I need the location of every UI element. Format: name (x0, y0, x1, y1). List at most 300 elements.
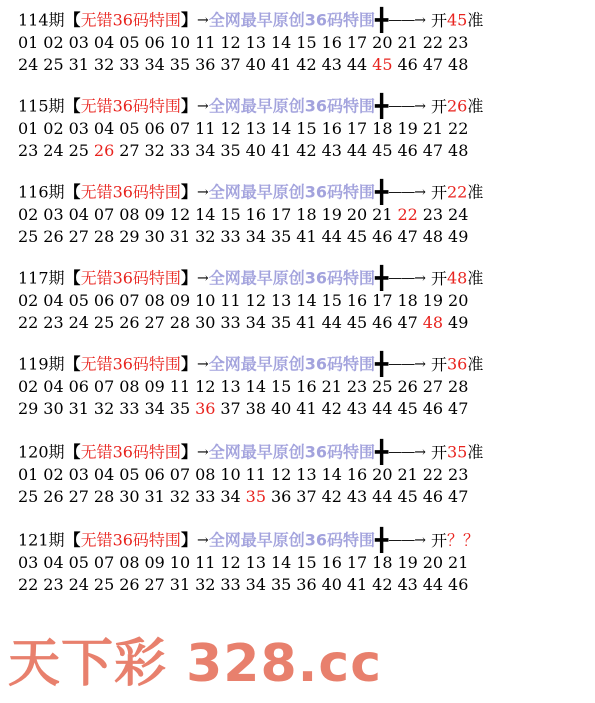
number-cell: 42 (321, 487, 342, 506)
number-cell: 48 (422, 227, 444, 246)
result-number: 35 (446, 442, 468, 462)
number-cell: 15 (296, 33, 317, 52)
number-cell: 18 (372, 119, 393, 138)
number-cell: 43 (346, 399, 368, 418)
number-cell: 12 (169, 205, 191, 224)
number-cell: 32 (93, 399, 115, 418)
blue-title: 全网最早原创36码特围 (208, 354, 375, 374)
number-cell: 07 (169, 465, 191, 484)
number-cell: 14 (296, 291, 317, 310)
number-cell: 21 (372, 205, 393, 224)
number-cell: 26 (43, 227, 64, 246)
number-cell: 25 (93, 575, 115, 594)
number-row (18, 376, 588, 398)
number-cell: 14 (245, 377, 267, 396)
number-cell: 42 (321, 399, 342, 418)
number-row (18, 226, 588, 248)
number-cell: 01 (18, 33, 39, 52)
number-row (18, 54, 588, 76)
number-cell: 46 (372, 313, 393, 332)
number-cell: 23 (43, 313, 64, 332)
number-cell: 30 (195, 313, 216, 332)
number-cell: 45 (372, 55, 393, 74)
number-cell: 34 (144, 55, 165, 74)
number-cell: 36 (296, 575, 317, 594)
number-cell: 29 (119, 227, 140, 246)
number-cell: 35 (245, 487, 267, 506)
number-cell: 09 (169, 291, 191, 310)
number-cell: 47 (448, 487, 469, 506)
number-cell: 41 (270, 141, 292, 160)
number-cell: 44 (372, 399, 393, 418)
number-cell: 02 (18, 205, 39, 224)
open-label: 开 (430, 182, 447, 202)
plus-icon: ╋ (374, 265, 389, 292)
number-cell: 41 (346, 575, 368, 594)
number-cell: 07 (93, 553, 115, 572)
issue-block (18, 180, 588, 266)
blue-title: 全网最早原创36码特围 (208, 96, 375, 116)
number-cell: 02 (18, 291, 39, 310)
number-cell: 15 (296, 119, 317, 138)
number-cell: 34 (245, 575, 267, 594)
number-cell: 46 (397, 141, 418, 160)
number-cell: 12 (270, 465, 292, 484)
number-cell: 13 (296, 465, 317, 484)
number-cell: 41 (296, 227, 317, 246)
blue-title: 全网最早原创36码特围 (208, 268, 375, 288)
number-cell: 11 (169, 377, 191, 396)
right-bracket: 】 (180, 354, 197, 374)
number-cell: 12 (195, 377, 216, 396)
number-cell: 23 (422, 205, 444, 224)
number-cell: 24 (18, 55, 39, 74)
number-cell: 36 (195, 55, 216, 74)
number-cell: 22 (422, 465, 444, 484)
number-cell: 07 (93, 377, 115, 396)
number-cell: 27 (119, 141, 140, 160)
number-cell: 43 (321, 141, 342, 160)
number-cell: 32 (93, 55, 115, 74)
number-cell: 19 (321, 205, 342, 224)
plus-icon: ╋ (374, 351, 389, 378)
site-logo: 天下彩 328.cc (8, 634, 383, 694)
number-row (18, 574, 588, 596)
arrow-icon: → (196, 532, 209, 549)
number-cell: 42 (372, 575, 393, 594)
number-cell: 45 (397, 399, 418, 418)
blue-title: 全网最早原创36码特围 (208, 182, 375, 202)
number-cell: 26 (119, 575, 140, 594)
number-cell: 11 (220, 291, 241, 310)
period: 114期 (18, 10, 65, 30)
right-bracket: 】 (180, 442, 197, 462)
number-cell: 09 (144, 205, 165, 224)
number-cell: 45 (397, 487, 418, 506)
blue-title: 全网最早原创36码特围 (208, 530, 375, 550)
arrow-icon: → (196, 356, 209, 373)
number-cell: 14 (321, 465, 342, 484)
number-cell: 17 (372, 291, 393, 310)
number-cell: 30 (119, 487, 140, 506)
number-cell: 48 (448, 55, 469, 74)
accurate-label: 准 (467, 10, 484, 30)
number-cell: 14 (270, 553, 292, 572)
open-label: 开 (430, 96, 447, 116)
number-cell: 19 (397, 119, 418, 138)
number-cell: 04 (93, 465, 115, 484)
number-cell: 16 (321, 33, 342, 52)
period: 117期 (18, 268, 65, 288)
number-cell: 49 (448, 227, 469, 246)
result-number: 36 (446, 354, 468, 374)
arrow-icon: → (196, 184, 209, 201)
number-cell: 17 (346, 119, 368, 138)
number-cell: 02 (43, 119, 64, 138)
number-cell: 25 (68, 141, 89, 160)
number-cell: 23 (43, 575, 64, 594)
number-cell: 04 (93, 33, 115, 52)
number-cell: 15 (220, 205, 241, 224)
number-cell: 04 (93, 119, 115, 138)
number-cell: 24 (43, 141, 64, 160)
number-cell: 14 (270, 119, 292, 138)
number-cell: 21 (397, 33, 418, 52)
number-cell: 22 (18, 313, 39, 332)
number-row (18, 32, 588, 54)
number-cell: 10 (220, 465, 241, 484)
open-label: 开 (430, 354, 447, 374)
number-cell: 13 (245, 119, 267, 138)
number-cell: 27 (68, 487, 89, 506)
number-cell: 22 (18, 575, 39, 594)
plus-icon: ╋ (374, 179, 389, 206)
red-title: 无错36码特围 (80, 268, 181, 288)
number-cell: 30 (144, 227, 165, 246)
open-label: 开 (430, 10, 447, 30)
number-cell: 35 (270, 227, 292, 246)
number-cell: 34 (195, 141, 216, 160)
number-cell: 46 (448, 575, 469, 594)
number-cell: 13 (220, 377, 241, 396)
number-cell: 05 (68, 553, 89, 572)
issue-block (18, 94, 588, 180)
plus-icon: ╋ (374, 7, 389, 34)
number-cell: 03 (68, 33, 89, 52)
number-cell: 19 (422, 291, 444, 310)
number-cell: 24 (68, 313, 89, 332)
issue-block (18, 266, 588, 352)
number-cell: 11 (195, 553, 216, 572)
number-cell: 27 (422, 377, 444, 396)
number-cell: 22 (397, 205, 418, 224)
number-cell: 17 (346, 553, 368, 572)
number-cell: 15 (321, 291, 342, 310)
number-cell: 11 (245, 465, 267, 484)
arrow-icon: → (196, 98, 209, 115)
number-cell: 46 (372, 227, 393, 246)
number-cell: 34 (220, 487, 241, 506)
accurate-label: 准 (467, 268, 484, 288)
plus-icon: ╋ (374, 527, 389, 554)
period: 116期 (18, 182, 65, 202)
red-title: 无错36码特围 (80, 10, 181, 30)
accurate-label: 准 (467, 442, 484, 462)
issue-header (18, 8, 588, 32)
number-cell: 47 (397, 313, 418, 332)
left-bracket: 【 (64, 268, 81, 288)
number-cell: 40 (270, 399, 292, 418)
number-cell: 33 (220, 227, 241, 246)
number-cell: 27 (144, 575, 165, 594)
number-cell: 01 (18, 119, 39, 138)
number-cell: 06 (68, 377, 89, 396)
long-arrow-icon: ——→ (388, 356, 425, 373)
accurate-label: 准 (467, 354, 484, 374)
number-cell: 05 (119, 33, 140, 52)
number-cell: 09 (144, 553, 165, 572)
left-bracket: 【 (64, 354, 81, 374)
issue-header (18, 94, 588, 118)
plus-icon: ╋ (374, 93, 389, 120)
number-cell: 42 (296, 55, 317, 74)
number-cell: 47 (422, 55, 444, 74)
number-cell: 12 (220, 553, 241, 572)
number-cell: 41 (296, 313, 317, 332)
number-cell: 26 (119, 313, 140, 332)
number-cell: 47 (448, 399, 469, 418)
number-cell: 28 (93, 487, 115, 506)
number-cell: 42 (296, 141, 317, 160)
number-cell: 16 (245, 205, 267, 224)
number-cell: 33 (220, 313, 241, 332)
left-bracket: 【 (64, 182, 81, 202)
number-cell: 24 (68, 575, 89, 594)
number-cell: 08 (119, 377, 140, 396)
number-cell: 47 (422, 141, 444, 160)
number-cell: 20 (372, 33, 393, 52)
number-cell: 31 (169, 575, 191, 594)
number-cell: 34 (245, 313, 267, 332)
number-cell: 05 (68, 291, 89, 310)
period: 120期 (18, 442, 65, 462)
number-cell: 11 (195, 33, 216, 52)
number-cell: 03 (68, 119, 89, 138)
number-cell: 29 (18, 399, 39, 418)
number-cell: 36 (195, 399, 216, 418)
number-cell: 23 (448, 465, 469, 484)
issue-header (18, 528, 588, 552)
number-cell: 37 (220, 399, 241, 418)
number-cell: 02 (43, 33, 64, 52)
issue-header (18, 440, 588, 464)
number-cell: 32 (195, 575, 216, 594)
number-cell: 23 (448, 33, 469, 52)
number-cell: 08 (119, 553, 140, 572)
number-row (18, 118, 588, 140)
left-bracket: 【 (64, 442, 81, 462)
issue-header (18, 352, 588, 376)
number-cell: 19 (397, 553, 418, 572)
number-cell: 08 (144, 291, 165, 310)
number-cell: 45 (346, 227, 368, 246)
number-cell: 48 (448, 141, 469, 160)
number-cell: 31 (144, 487, 165, 506)
result-number: 45 (446, 10, 468, 30)
number-cell: 16 (296, 377, 317, 396)
number-cell: 28 (169, 313, 191, 332)
number-cell: 07 (93, 205, 115, 224)
number-cell: 27 (68, 227, 89, 246)
number-cell: 36 (270, 487, 292, 506)
number-cell: 18 (296, 205, 317, 224)
number-cell: 34 (245, 227, 267, 246)
right-bracket: 】 (180, 182, 197, 202)
left-bracket: 【 (64, 96, 81, 116)
number-cell: 16 (346, 465, 368, 484)
number-cell: 46 (422, 399, 444, 418)
number-cell: 25 (372, 377, 393, 396)
number-cell: 41 (296, 399, 317, 418)
number-row (18, 140, 588, 162)
number-cell: 07 (169, 119, 191, 138)
number-cell: 12 (220, 119, 241, 138)
arrow-icon: → (196, 12, 209, 29)
number-cell: 06 (144, 119, 165, 138)
right-bracket: 】 (180, 530, 197, 550)
number-cell: 20 (372, 465, 393, 484)
long-arrow-icon: ——→ (388, 532, 425, 549)
number-cell: 04 (43, 377, 64, 396)
number-cell: 30 (43, 399, 64, 418)
right-bracket: 】 (180, 10, 197, 30)
number-cell: 32 (195, 227, 216, 246)
number-cell: 26 (43, 487, 64, 506)
number-cell: 48 (422, 313, 444, 332)
red-title: 无错36码特围 (80, 442, 181, 462)
number-cell: 09 (144, 377, 165, 396)
number-cell: 28 (93, 227, 115, 246)
number-cell: 16 (346, 291, 368, 310)
number-cell: 17 (346, 33, 368, 52)
number-cell: 45 (346, 313, 368, 332)
number-cell: 46 (422, 487, 444, 506)
number-cell: 07 (119, 291, 140, 310)
number-cell: 08 (119, 205, 140, 224)
result-number: 22 (446, 182, 468, 202)
period: 115期 (18, 96, 65, 116)
number-cell: 17 (270, 205, 292, 224)
number-cell: 04 (43, 553, 64, 572)
number-cell: 44 (422, 575, 444, 594)
number-cell: 24 (448, 205, 469, 224)
number-cell: 06 (93, 291, 115, 310)
number-cell: 18 (372, 553, 393, 572)
number-cell: 21 (422, 119, 444, 138)
number-cell: 13 (270, 291, 292, 310)
number-cell: 33 (220, 575, 241, 594)
number-cell: 25 (93, 313, 115, 332)
number-cell: 33 (119, 55, 140, 74)
number-cell: 13 (245, 553, 267, 572)
number-cell: 23 (346, 377, 368, 396)
number-cell: 06 (144, 465, 165, 484)
red-title: 无错36码特围 (80, 96, 181, 116)
number-cell: 20 (346, 205, 368, 224)
number-cell: 40 (245, 141, 267, 160)
number-cell: 35 (169, 55, 191, 74)
number-cell: 21 (397, 465, 418, 484)
red-title: 无错36码特围 (80, 354, 181, 374)
number-cell: 10 (195, 291, 216, 310)
open-label: 开 (430, 268, 447, 288)
number-cell: 16 (321, 119, 342, 138)
number-cell: 31 (169, 227, 191, 246)
long-arrow-icon: ——→ (388, 444, 425, 461)
number-cell: 21 (321, 377, 342, 396)
number-cell: 12 (220, 33, 241, 52)
number-cell: 35 (220, 141, 241, 160)
number-cell: 26 (397, 377, 418, 396)
number-cell: 20 (422, 553, 444, 572)
number-cell: 06 (144, 33, 165, 52)
number-cell: 44 (321, 227, 342, 246)
result-number: ？？ (446, 530, 479, 550)
right-bracket: 】 (180, 268, 197, 288)
number-row (18, 290, 588, 312)
issue-header (18, 266, 588, 290)
number-row (18, 552, 588, 574)
number-cell: 13 (245, 33, 267, 52)
number-row (18, 204, 588, 226)
number-cell: 22 (448, 119, 469, 138)
number-cell: 15 (296, 553, 317, 572)
issue-block (18, 528, 588, 616)
issue-block (18, 8, 588, 94)
number-cell: 18 (397, 291, 418, 310)
number-cell: 49 (448, 313, 469, 332)
number-cell: 38 (245, 399, 267, 418)
number-row (18, 464, 588, 486)
number-cell: 05 (119, 119, 140, 138)
number-row (18, 398, 588, 420)
number-cell: 26 (93, 141, 115, 160)
number-cell: 20 (448, 291, 469, 310)
accurate-label: 准 (467, 96, 484, 116)
number-cell: 12 (245, 291, 267, 310)
number-cell: 35 (169, 399, 191, 418)
number-cell: 40 (321, 575, 342, 594)
number-cell: 10 (169, 33, 191, 52)
number-row (18, 486, 588, 508)
number-cell: 03 (43, 205, 64, 224)
number-row (18, 312, 588, 334)
number-cell: 33 (119, 399, 140, 418)
number-cell: 11 (195, 119, 216, 138)
number-cell: 14 (270, 33, 292, 52)
left-bracket: 【 (64, 10, 81, 30)
number-cell: 25 (18, 227, 39, 246)
number-cell: 32 (169, 487, 191, 506)
blue-title: 全网最早原创36码特围 (208, 10, 375, 30)
accurate-label: 准 (467, 182, 484, 202)
number-cell: 44 (346, 55, 368, 74)
number-cell: 43 (321, 55, 342, 74)
number-cell: 33 (169, 141, 191, 160)
long-arrow-icon: ——→ (388, 98, 425, 115)
arrow-icon: → (196, 444, 209, 461)
number-cell: 33 (195, 487, 216, 506)
